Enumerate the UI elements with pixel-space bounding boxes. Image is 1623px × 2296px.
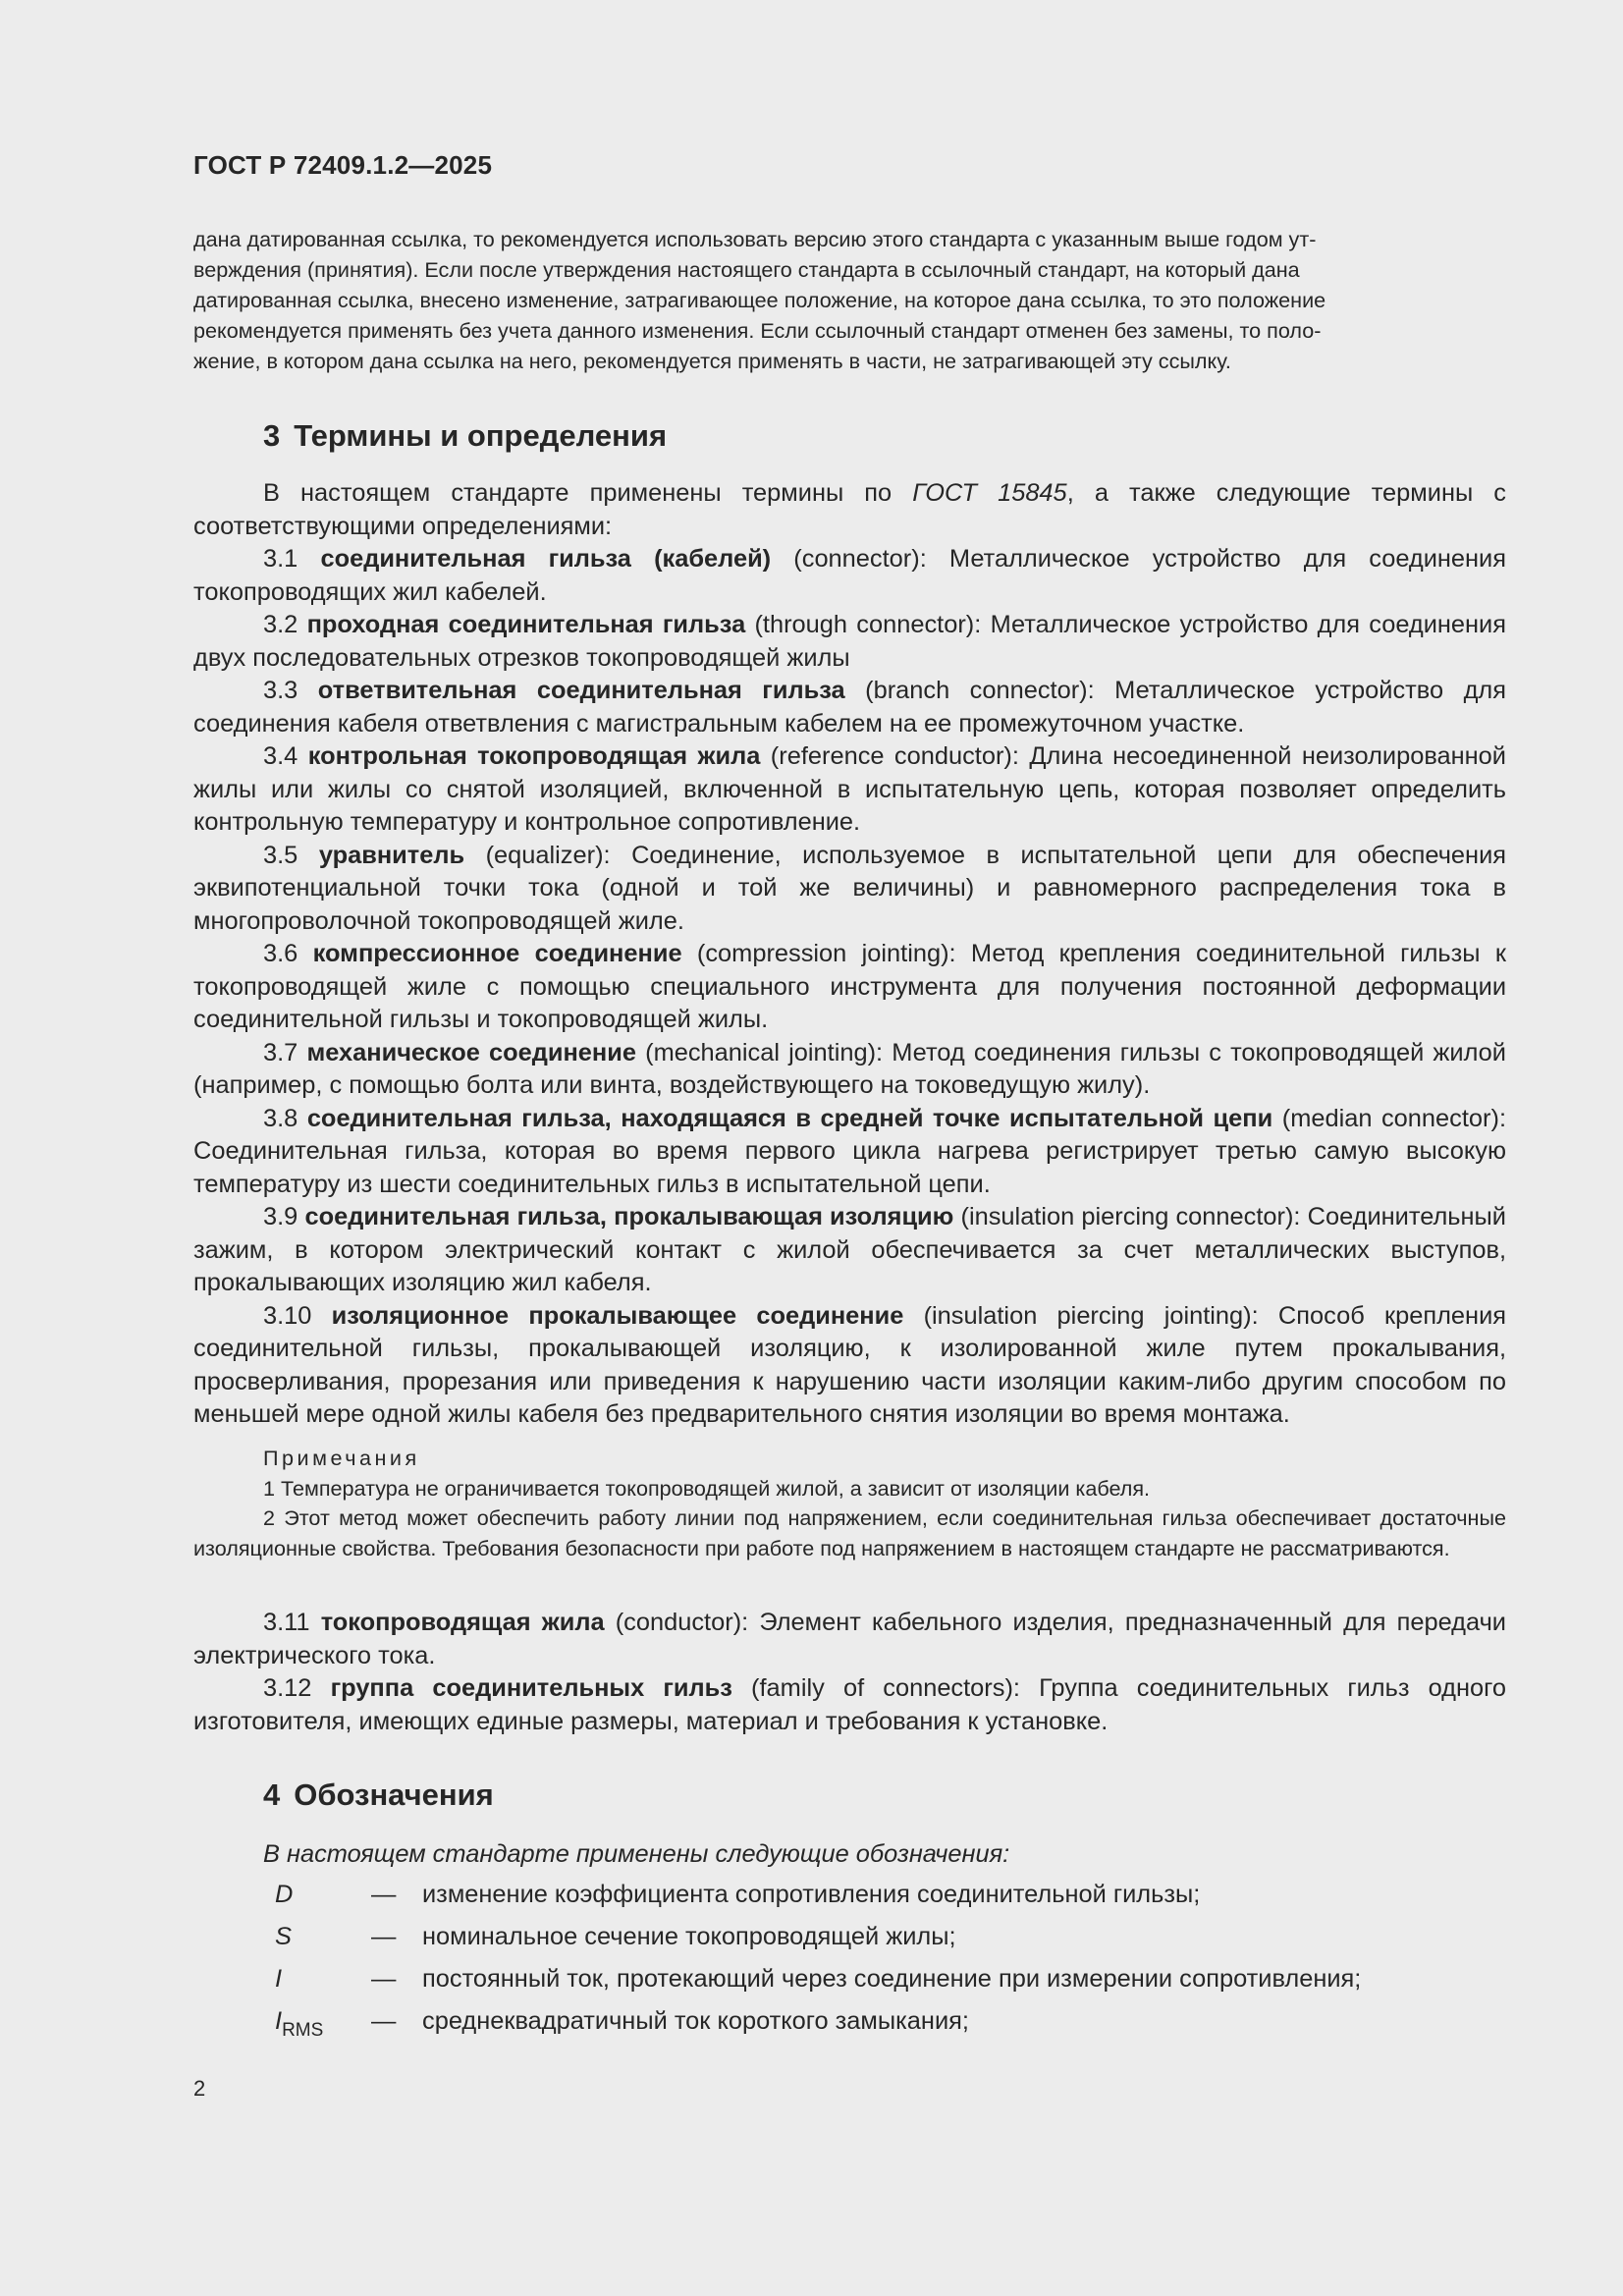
symbol: [275, 2007, 371, 2042]
term-description: (through connector): Металлическое устройство для соединения двух последовательных отрезков токопроводящей жилы: [193, 611, 1506, 672]
symbol-letter: S: [275, 1923, 292, 1950]
section-title: Термины и определения: [294, 418, 668, 453]
term-description: (family of connectors): Группа соединительных гильз одного изготовителя, имеющих единые размеры, материал и требования к установке.: [193, 1674, 1506, 1735]
symbol-description: среднеквадратичный ток короткого замыкания;: [422, 2007, 969, 2035]
intro-text: В настоящем стандарте применены термины по: [263, 479, 913, 507]
term-name: группа соединительных гильз: [330, 1674, 732, 1702]
symbol-description: номинальное сечение токопроводящей жилы;: [422, 1923, 956, 1950]
term-definition: [193, 543, 1506, 609]
term-description: (mechanical jointing): Метод соединения гильзы с токопроводящей жилой (например, с помощью болта или винта, воздействующего на токоведущую жилу).: [193, 1038, 1506, 1099]
symbol-list: [275, 1881, 1512, 2050]
term-description: (equalizer): Соединение, используемое в испытательной цепи для обеспечения эквипотенциальной точки тока (одной и той же величины) и равномерного распределения тока в многопроволочной токопроводящей жиле.: [193, 841, 1506, 935]
note-item: 2 Этот метод может обеспечить работу линии под напряжением, если соединительная гильза обеспечивает достаточные изоляционные свойства. Требования безопасности при работе под напряжением в настоящем стандарте не рассматриваются.: [193, 1505, 1506, 1560]
term-name: ответвительная соединительная гильза: [317, 677, 845, 704]
term-definition: [193, 1607, 1506, 1672]
term-name: соединительная гильза, прокалывающая изоляцию: [304, 1203, 954, 1230]
term-definition: [193, 938, 1506, 1037]
term-name: уравнитель: [318, 841, 465, 869]
term-description: (connector): Металлическое устройство для соединения токопроводящих жил кабелей.: [193, 545, 1506, 606]
term-name: соединительная гильза (кабелей): [320, 545, 772, 573]
term-definition: [193, 1201, 1506, 1300]
symbol-dash: —: [371, 1923, 397, 1950]
term-name: токопроводящая жила: [320, 1609, 605, 1636]
symbol-dash: —: [371, 1881, 397, 1908]
term-definition: [193, 609, 1506, 675]
term-number: 3.5: [263, 841, 298, 869]
term-description: (conductor): Элемент кабельного изделия, предназначенный для передачи электрического тока.: [193, 1609, 1506, 1669]
term-description: (reference conductor): Длина несоединенной неизолированной жилы или жилы со снятой изоляцией, включенной в испытательную цепь, которая позволяет определить контрольную температуру и контрольное сопротивление.: [193, 742, 1506, 836]
symbol: [275, 1923, 371, 1951]
term-name: механическое соединение: [306, 1038, 636, 1066]
intro-line: датированная ссылка, внесено изменение, затрагивающее положение, на которое дана ссылка, то это положение: [193, 288, 1326, 312]
intro-line: верждения (принятия). Если после утверждения настоящего стандарта в ссылочный стандарт, на который дана: [193, 257, 1300, 282]
term-number: 3.4: [263, 742, 298, 770]
document-id-header: ГОСТ Р 72409.1.2—2025: [193, 150, 493, 180]
term-name: контрольная токопроводящая жила: [307, 742, 761, 770]
term-number: 3.12: [263, 1674, 312, 1702]
term-name: компрессионное соединение: [312, 940, 682, 967]
term-description: (median connector): Соединительная гильза, которая во время первого цикла нагрева регистрирует третью самую высокую температуру из шести соединительных гильз в испытательной цепи.: [193, 1104, 1506, 1198]
term-number: 3.7: [263, 1038, 298, 1066]
symbol-subscript: RMS: [282, 2020, 324, 2041]
term-description: (insulation piercing jointing): Способ крепления соединительной гильзы, прокалывающей изоляцию, к изолированной жиле путем прокалывания, просверливания, прорезания или приведения к нарушению части изоляции каким-либо другим способом по меньшей мере одной жилы кабеля без предварительного снятия изоляции во время монтажа.: [193, 1301, 1506, 1428]
term-description: (insulation piercing connector): Соединительный зажим, в котором электрический контакт с жилой обеспечивается за счет металлических выступов, прокалывающих изоляцию жил кабеля.: [193, 1203, 1506, 1296]
term-number: 3.1: [263, 545, 298, 573]
section-title: Обозначения: [294, 1777, 494, 1812]
term-number: 3.3: [263, 677, 298, 704]
section-number: 3: [263, 418, 281, 453]
term-name: проходная соединительная гильза: [306, 611, 746, 638]
symbol-letter: D: [275, 1881, 294, 1908]
term-number: 3.6: [263, 940, 298, 967]
term-number: 3.10: [263, 1301, 312, 1330]
section-4-heading: [263, 1777, 494, 1813]
term-number: 3.11: [263, 1609, 310, 1636]
section-3-terms: [193, 477, 1506, 1432]
section-4-intro: В настоящем стандарте применены следующие обозначения:: [263, 1840, 1010, 1868]
term-definition: [193, 1103, 1506, 1202]
symbol-description: изменение коэффициента сопротивления соединительной гильзы;: [422, 1881, 1201, 1908]
symbol-description: постоянный ток, протекающий через соединение при измерении сопротивления;: [422, 1965, 1362, 1993]
symbol-letter: I: [275, 2007, 283, 2035]
page-number: 2: [193, 2076, 206, 2101]
term-number: 3.8: [263, 1104, 298, 1132]
notes-title: Примечания: [263, 1446, 420, 1470]
symbol-row: [275, 2007, 1512, 2050]
term-definition: [193, 740, 1506, 840]
symbol: [275, 1881, 371, 1909]
section-number: 4: [263, 1777, 281, 1812]
term-name: изоляционное прокалывающее соединение: [331, 1301, 904, 1330]
section-3-intro: [193, 477, 1506, 543]
intro-line: жение, в котором дана ссылка на него, рекомендуется применять в части, не затрагивающей эту ссылку.: [193, 349, 1231, 373]
note-item: 1 Температура не ограничивается токопроводящей жилой, а зависит от изоляции кабеля.: [263, 1475, 1151, 1501]
symbol-letter: I: [275, 1965, 283, 1993]
term-number: 3.9: [263, 1203, 298, 1230]
symbol-dash: —: [371, 1965, 397, 1993]
intro-line: рекомендуется применять без учета данного изменения. Если ссылочный стандарт отменен без замены, то поло-: [193, 318, 1322, 343]
section-3-heading: [263, 418, 667, 454]
term-definition: [193, 1672, 1506, 1738]
term-definition: [193, 1037, 1506, 1103]
notes-block: [193, 1444, 1506, 1563]
intro-paragraph: [193, 224, 1506, 376]
intro-line: дана датированная ссылка, то рекомендуется использовать версию этого стандарта с указанным выше годом ут-: [193, 227, 1317, 251]
term-definition: [193, 675, 1506, 740]
symbol-row: [275, 1881, 1512, 1923]
term-description: (compression jointing): Метод крепления соединительной гильзы к токопроводящей жиле с помощью специального инструмента для получения постоянной деформации соединительной гильзы и токопроводящей жилы.: [193, 940, 1506, 1033]
standard-reference: ГОСТ 15845: [912, 479, 1067, 507]
term-definition: [193, 1300, 1506, 1432]
term-number: 3.2: [263, 611, 298, 638]
symbol-row: [275, 1965, 1512, 2007]
term-name: соединительная гильза, находящаяся в средней точке испытательной цепи: [306, 1104, 1273, 1132]
symbol-dash: —: [371, 2007, 397, 2035]
symbol-row: [275, 1923, 1512, 1965]
intro-text: , а также следующие термины с соответствующими определениями:: [193, 479, 1506, 540]
term-definition: [193, 840, 1506, 939]
symbol: [275, 1965, 371, 1994]
term-description: (branch connector): Металлическое устройство для соединения кабеля ответвления с магистральным кабелем на ее промежуточном участке.: [193, 677, 1506, 738]
section-3-terms-continued: [193, 1607, 1506, 1738]
